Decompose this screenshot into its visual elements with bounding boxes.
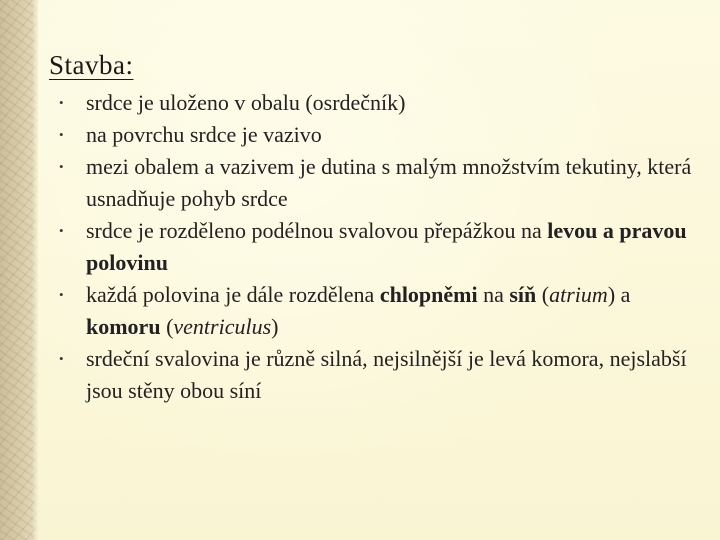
list-item [52, 151, 702, 215]
list-item [52, 343, 702, 407]
list-item [52, 215, 702, 279]
item-bold-text: levou a pravou polovinu [86, 218, 687, 275]
item-text: ( [536, 282, 550, 307]
bullet-dot-icon: • [59, 127, 64, 142]
item-bold-text: chlopněmi [379, 282, 478, 307]
bullet-dot-icon: • [59, 351, 64, 366]
item-text: každá polovina je dále rozdělena [86, 282, 380, 307]
list-item [52, 279, 702, 343]
item-text: srdce je rozděleno podélnou svalovou přepážkou na [86, 218, 548, 243]
list-item [52, 87, 702, 119]
bullet-dot-icon: • [59, 223, 64, 238]
item-text: na povrchu srdce je vazivo [86, 122, 322, 147]
bullet-dot-icon: • [59, 95, 64, 110]
list-item [52, 119, 702, 151]
item-bold-text: komoru [86, 314, 161, 339]
item-bold-text: síň [509, 282, 537, 307]
item-italic-text: ventriculus [173, 314, 272, 339]
texture-strip [0, 0, 38, 540]
item-text: srdeční svalovina je různě silná, nejsilnější je levá komora, nejslabší jsou stěny obou síní [86, 346, 687, 403]
item-italic-text: atrium [549, 282, 608, 307]
bullet-dot-icon: • [59, 159, 64, 174]
item-text: ) a [607, 282, 631, 307]
bullet-dot-icon: • [59, 287, 64, 302]
slide-title: Stavba: [49, 50, 134, 80]
bullet-list [52, 87, 702, 407]
item-text: na [477, 282, 510, 307]
item-text: mezi obalem a vazivem je dutina s malým množstvím tekutiny, která usnadňuje pohyb srdce [86, 154, 692, 211]
item-text: ( [160, 314, 174, 339]
item-text: srdce je uloženo v obalu (osrdečník) [86, 90, 406, 115]
item-text: ) [271, 314, 279, 339]
